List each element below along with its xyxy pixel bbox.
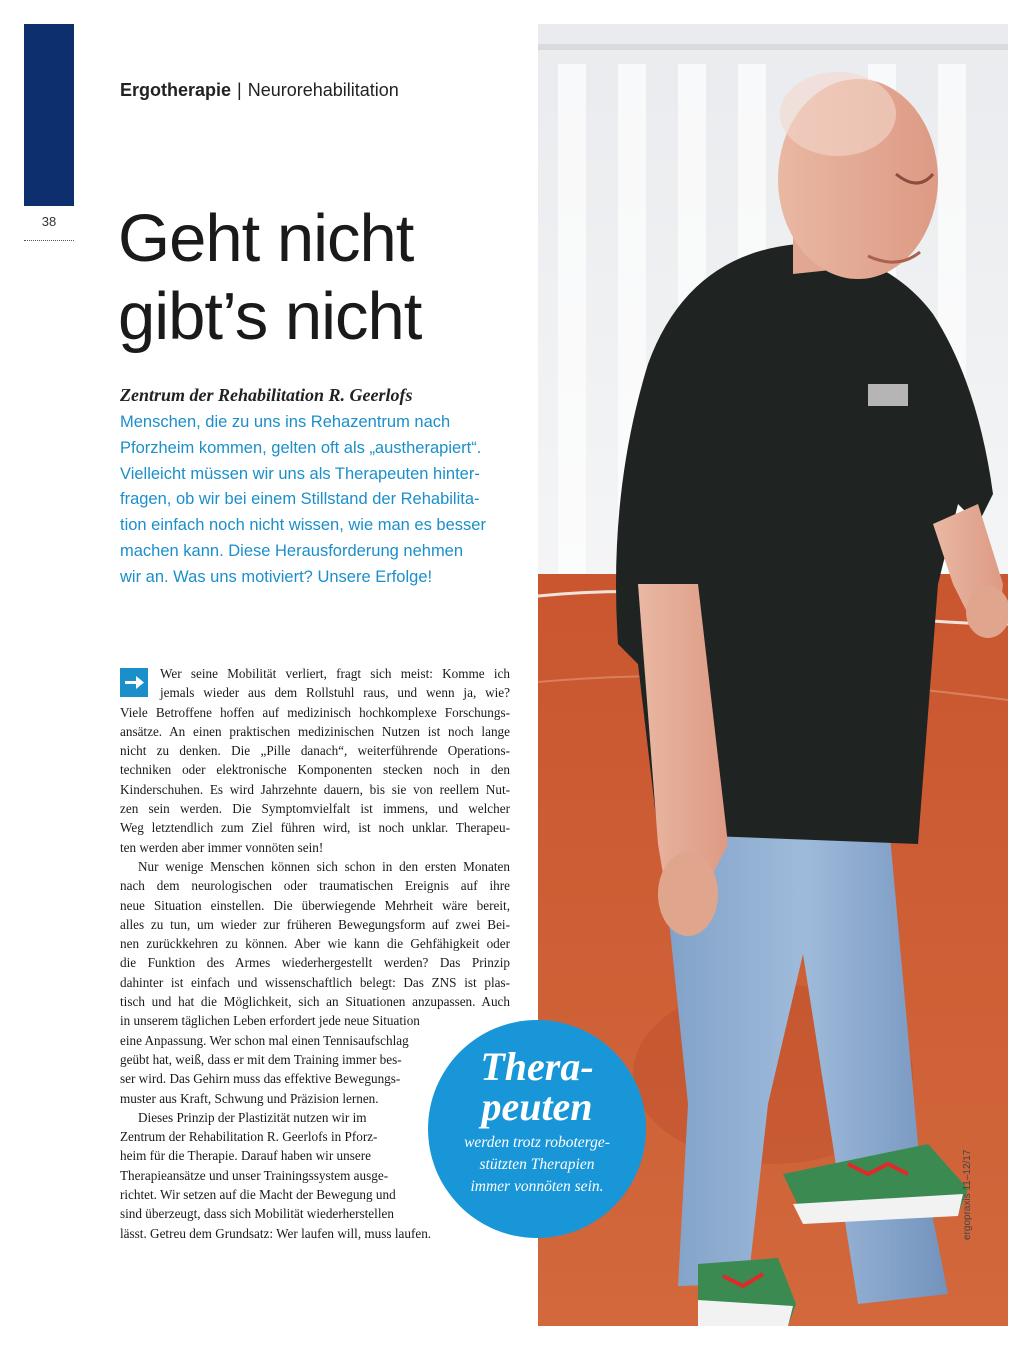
lead-line: machen kann. Diese Herausforderung nehmen — [120, 541, 464, 560]
callout-text-1: werden trotz roboterge- — [464, 1134, 610, 1151]
lead-line: fragen, ob wir bei einem Stillstand der Rehabilita- — [120, 490, 480, 509]
callout-text-2: stützten Therapien — [479, 1156, 595, 1173]
body-line: ten werden aber immer vonnöten sein! — [120, 839, 324, 855]
body-line: tisch und hat die Möglichkeit, sich an Situationen anzupassen. Auch — [120, 994, 510, 1010]
headline-line-1: Geht nicht — [118, 201, 414, 276]
section-header — [120, 80, 399, 101]
lead-line: Vielleicht müssen wir uns als Therapeuten hinter- — [120, 464, 480, 483]
body-line: Weg letztendlich zum Ziel führen wird, ist noch unklar. Therapeu- — [120, 820, 510, 836]
body-line: Viele Betroffene hoffen auf medizinisch hochkomplexe Forschungs- — [120, 704, 510, 720]
body-line: Kinderschuhen. Es wird Jahrzehnte dauern, bis sie von reellem Nut- — [120, 781, 510, 797]
lead-line: Menschen, die zu uns ins Rehazentrum nach — [120, 413, 451, 431]
body-line: alles zu tun, um wieder zur früheren Bewegungsform auf zwei Bei- — [120, 916, 510, 932]
callout-headline-2: peuten — [481, 1084, 593, 1129]
lead-line: wir an. Was uns motiviert? Unsere Erfolge! — [120, 567, 433, 586]
body-line: eine Anpassung. Wer schon mal einen Tennisaufschlag — [120, 1032, 409, 1048]
callout-text-3: immer vonnöten sein. — [470, 1178, 604, 1195]
body-line: Dieses Prinzip der Plastizität nutzen wir im — [138, 1109, 367, 1125]
body-line: richtet. Wir setzen auf die Macht der Bewegung und — [120, 1187, 396, 1203]
section-category: Ergotherapie — [120, 80, 232, 100]
callout-headline-1: Thera- — [480, 1044, 594, 1089]
section-color-bar — [24, 24, 74, 206]
body-line: Nur wenige Menschen können sich schon in den ersten Monaten — [138, 858, 510, 874]
body-line: ser wird. Das Gehirn muss das effektive Bewegungs- — [120, 1071, 401, 1087]
lead-line: Pforzheim kommen, gelten oft als „austherapiert“. — [120, 438, 482, 457]
body-line: nen zurückkehren zu können. Aber wie kann die Gehfähigkeit oder — [120, 936, 510, 952]
body-line: jemals wieder aus dem Rollstuhl raus, und wenn ja, wie? — [160, 685, 510, 701]
body-line: dahinter ist einfach und wissenschaftlich belegt: Das ZNS ist plas- — [120, 974, 510, 990]
body-line: Therapieansätze und unser Trainingssystem ausge- — [120, 1167, 389, 1183]
publication-credit: ergopraxis 11–12/17 — [962, 1149, 973, 1240]
body-line: geübt hat, weiß, dass er mit dem Training immer bes- — [120, 1051, 402, 1067]
body-line: neue Situation einstellen. Die überwiegende Mehrheit wäre bereit, — [120, 897, 510, 913]
body-line: Zentrum der Rehabilitation R. Geerlofs in Pforz- — [120, 1129, 378, 1145]
pull-quote-callout — [428, 1020, 646, 1238]
body-line: zen sein werden. Die Symptomvielfalt ist immens, und welcher — [120, 801, 510, 817]
page-number-divider — [24, 240, 74, 241]
body-line: Wer seine Mobilität verliert, fragt sich meist: Komme ich — [160, 666, 510, 681]
body-line: muster aus Kraft, Schwung und Präzision lernen. — [120, 1090, 379, 1106]
section-separator: | — [237, 80, 242, 100]
body-line: sind überzeugt, dass sich Mobilität wiederherstellen — [120, 1206, 394, 1222]
body-line: nach dem neurologischen oder traumatischen Ereignis auf ihre — [120, 878, 510, 894]
headline-line-2: gibt’s nicht — [118, 279, 422, 354]
article-author: Zentrum der Rehabilitation R. Geerlofs — [120, 385, 413, 405]
page-number: 38 — [41, 214, 57, 229]
lead-line: tion einfach noch nicht wissen, wie man es besser — [120, 516, 486, 535]
lead-paragraph — [120, 410, 520, 591]
body-line: in unserem täglichen Leben erfordert jede neue Situation — [120, 1013, 420, 1029]
body-line: techniken oder elektronische Komponenten stecken noch in den — [120, 762, 510, 778]
section-subcategory: Neurorehabilitation — [247, 80, 399, 100]
body-line: die Funktion des Armes wiederhergestellt werden? Das Prinzip — [120, 955, 510, 971]
body-line: nicht zu denken. Die „Pille danach“, weiterführende Operations- — [120, 743, 510, 759]
article-headline — [118, 200, 421, 356]
body-line: lässt. Getreu dem Grundsatz: Wer laufen will, muss laufen. — [120, 1225, 432, 1241]
body-line: ansätze. An einen praktischen medizinischen Nutzen ist noch lange — [120, 723, 510, 739]
body-line: heim für die Therapie. Darauf haben wir unsere — [120, 1148, 371, 1164]
